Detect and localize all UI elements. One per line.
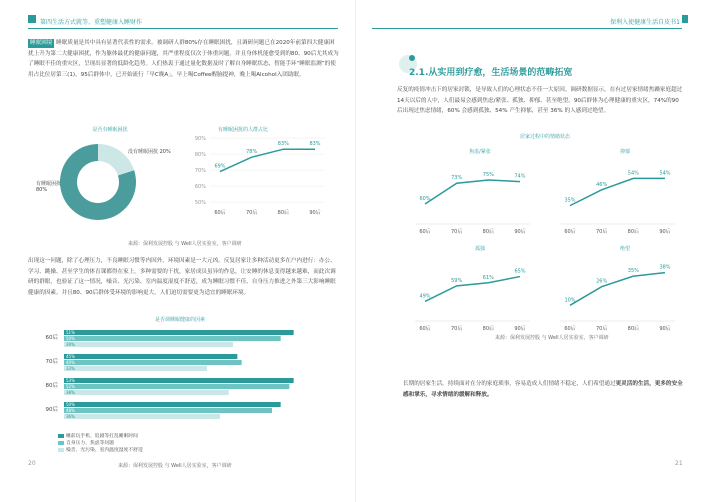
x-tick-label: 60后 bbox=[564, 326, 576, 332]
bar-source: 来源：保利发展控股 与 Well人居实验室，客户调研 bbox=[118, 463, 232, 469]
bar-value-label: 45% bbox=[66, 354, 75, 359]
y-tick-label: 70% bbox=[194, 168, 206, 174]
data-label: 10% bbox=[564, 297, 576, 304]
mini-chart-title: 焦虑/紧张 bbox=[469, 149, 491, 155]
donut-label-no: 没有睡眠困扰 20% bbox=[128, 149, 171, 155]
x-tick-label: 70后 bbox=[450, 326, 463, 332]
x-tick-label: 70后 bbox=[450, 229, 463, 235]
line-left-title: 有睡眠困扰的人群占比 bbox=[217, 127, 268, 133]
legend-item-3 bbox=[58, 446, 258, 453]
intro-text: 睡眠质量是其中具有显著代表性的需求。被调研人群80%存在睡眠困扰，且调研问题已在2020年前第四大健康困扰上升为第二大健康困扰，作为躯体最优的健康问题，其严重程度仅次于体重问题。并且身体机能愈受到的80、90后尤其成为了睡眠不佳的重灾区，呈现出显著的低龄化趋势。人们热衷于通过量化数据及时了解自身睡眠状态，智能手环“睡眠监测”的使用占比位居第三(1)，95后群体中，已开始流行「早C晚A」，早上喝Coffee醒脑提神，晚上喝Alcohol入团助眠。 bbox=[28, 40, 339, 78]
x-tick-label: 90后 bbox=[514, 326, 526, 332]
mini-line-chart bbox=[400, 253, 540, 335]
y-tick-label: 50% bbox=[194, 200, 206, 206]
legend-item-2 bbox=[58, 439, 258, 446]
bar-title: 是否调睡眠健康的因素 bbox=[154, 317, 205, 323]
y-tick-label: 80% bbox=[194, 152, 206, 158]
bar-value-label: 33% bbox=[66, 366, 75, 371]
right-closing bbox=[403, 379, 688, 400]
header-right-marker bbox=[682, 15, 688, 23]
header-right-rule bbox=[372, 28, 682, 29]
bar-value-label: 50% bbox=[66, 402, 75, 407]
series-line bbox=[425, 180, 520, 204]
series-line bbox=[425, 274, 520, 302]
data-label: 54% bbox=[627, 170, 639, 177]
page-number-right: 21 bbox=[675, 460, 683, 467]
bar-category-label: 60后 bbox=[45, 335, 58, 341]
bar-value-label: 40% bbox=[66, 360, 75, 365]
bar-category-label: 80后 bbox=[45, 383, 58, 389]
header-left-title: 第四生活方式就等、重塑健康入睡财作 bbox=[40, 19, 143, 26]
x-tick-label: 70后 bbox=[245, 210, 258, 216]
right-para1: 反复的疫情冲击下的居家封锁，是导致人们的心理状态不佳一大原因。调研数据显示，在有过居家情绪焦躁家庭超过14天以后的人中，人们最易会感到焦虑/紧张、孤独、抑郁、甚至绝望。90后群体为心理健康的重灾区，74%的90后出现过焦虑情绪，60% 会感到孤独、54% 产生抑郁，甚至 36% 的人感到过绝望。 bbox=[397, 87, 683, 114]
donut-title: 是否有睡眠困扰 bbox=[92, 127, 128, 133]
bar-value-label: 36% bbox=[66, 414, 75, 419]
closing-normal: 长期的居家生活，持续面对在分的家庭琐事，容易造成人们情绪不稳定，人们希望通过 bbox=[403, 381, 616, 387]
bar-category-label: 70后 bbox=[45, 359, 58, 365]
bar-category-label: 90后 bbox=[45, 407, 58, 413]
data-label: 65% bbox=[514, 268, 526, 275]
x-tick-label: 60后 bbox=[419, 326, 431, 332]
line-left-source: 来源：保利发展控股 与 Well人居实验室，客户调研 bbox=[128, 241, 242, 247]
x-tick-label: 80后 bbox=[482, 229, 495, 235]
intro-label: 睡眠困境 bbox=[30, 40, 53, 46]
series-line bbox=[570, 178, 665, 205]
bar bbox=[64, 330, 294, 335]
section-title: 2.1.从实用到疗愈，生活场景的范畴拓宽 bbox=[409, 68, 573, 78]
x-tick-label: 90后 bbox=[659, 229, 671, 235]
bar-value-label: 53% bbox=[66, 378, 75, 383]
data-label: 61% bbox=[482, 274, 494, 281]
data-label: 60% bbox=[419, 196, 431, 202]
bar bbox=[64, 336, 281, 341]
left-para2: 出现这一问题，除了心理压力，不良睡眠习惯等内因外，环境因素是一大元凶。反复居家让多种活动更多在户内进行：办公、学习、跳操、甚至学生的体育课都得在家上。多种需要的干扰，家居成员虽异的作息，让安睡的休息变得越来越难，而此次调研的群眼，也验证了这一情况，噪音、光污染、室内温度湿度不舒适，成为睡眠习惯不佳、自身压力推进之外第三大影响睡眠健康的因素。并且80、90后群体受环境的影响更大，人们迫切需要更为适宜的睡眠环境。 bbox=[28, 258, 336, 296]
x-tick-label: 60后 bbox=[564, 229, 576, 235]
x-tick-label: 60后 bbox=[419, 229, 431, 235]
legend-item-1 bbox=[58, 432, 258, 439]
bar bbox=[64, 402, 281, 407]
header-left bbox=[28, 15, 36, 23]
legend-label-1: 睡前玩手机、追剧等打乱睡眠时间 bbox=[66, 434, 138, 439]
data-label: 69% bbox=[214, 163, 226, 170]
bar-value-label: 38% bbox=[66, 390, 75, 395]
mini-line-chart bbox=[400, 156, 540, 238]
x-tick-label: 70后 bbox=[595, 229, 608, 235]
x-tick-label: 90后 bbox=[309, 210, 321, 216]
y-tick-label: 90% bbox=[194, 136, 206, 142]
data-label: 59% bbox=[451, 277, 463, 284]
bar bbox=[64, 384, 289, 389]
header-left-rule bbox=[28, 28, 338, 29]
mini-chart-title: 抑郁 bbox=[619, 149, 630, 155]
x-tick-label: 80后 bbox=[627, 326, 640, 332]
series-line bbox=[570, 273, 665, 306]
x-tick-label: 90后 bbox=[514, 229, 526, 235]
data-label: 35% bbox=[627, 268, 639, 275]
data-label: 35% bbox=[564, 197, 576, 204]
bar-value-label: 51% bbox=[66, 330, 75, 335]
bar bbox=[64, 366, 207, 371]
bar bbox=[64, 390, 229, 395]
x-tick-label: 80后 bbox=[277, 210, 290, 216]
bar bbox=[64, 414, 220, 419]
bar bbox=[64, 408, 272, 413]
bar bbox=[64, 354, 237, 359]
mini-title: 居家过程中的情绪状态 bbox=[519, 134, 570, 140]
legend-swatch-1 bbox=[58, 434, 64, 438]
bar-chart bbox=[28, 324, 340, 424]
bar bbox=[64, 342, 233, 347]
y-tick-label: 60% bbox=[194, 184, 206, 190]
mini-chart-title: 孤独 bbox=[474, 246, 485, 252]
bar-value-label: 50% bbox=[66, 336, 75, 341]
closing-bold: 更灵活的生活，更多的安全感和掌乐，寻求情绪的缓解和释放。 bbox=[403, 381, 683, 398]
donut-label-yes: 有睡眠困扰 80% bbox=[36, 181, 62, 193]
line-chart-left bbox=[180, 130, 340, 230]
bar bbox=[64, 378, 294, 383]
data-label: 74% bbox=[514, 173, 526, 180]
data-label: 75% bbox=[482, 172, 494, 178]
mini-source: 来源：保利发展控股 与 Well人居实验室，客户调研 bbox=[495, 335, 609, 341]
legend-swatch-2 bbox=[58, 441, 64, 445]
mini-line-chart bbox=[545, 156, 685, 238]
x-tick-label: 60后 bbox=[214, 210, 226, 216]
header-right-title: 保利入使健康生活自皮书1 bbox=[610, 19, 680, 26]
left-intro bbox=[28, 38, 340, 80]
x-tick-label: 80后 bbox=[482, 326, 495, 332]
data-label: 49% bbox=[419, 293, 431, 300]
legend-label-3: 噪音、光污染、室内温度湿度不舒适 bbox=[66, 448, 143, 453]
x-tick-label: 80后 bbox=[627, 229, 640, 235]
data-label: 38% bbox=[659, 264, 671, 271]
legend-swatch-3 bbox=[58, 448, 64, 452]
bar bbox=[64, 360, 242, 365]
legend-label-2: 自身压力、焦虑等问题 bbox=[66, 441, 114, 446]
bar-value-label: 52% bbox=[66, 384, 75, 389]
data-label: 83% bbox=[309, 141, 321, 148]
data-label: 83% bbox=[277, 141, 289, 148]
data-label: 73% bbox=[451, 175, 463, 182]
data-label: 46% bbox=[596, 181, 608, 188]
x-tick-label: 90后 bbox=[659, 326, 671, 332]
bar-legend bbox=[58, 432, 258, 453]
page-divider bbox=[355, 0, 356, 502]
series-line bbox=[220, 149, 315, 171]
data-label: 54% bbox=[659, 170, 671, 177]
bar-value-label: 39% bbox=[66, 342, 75, 347]
mini-chart-title: 绝望 bbox=[619, 246, 630, 252]
page-number-left: 20 bbox=[28, 460, 36, 467]
mini-line-chart bbox=[545, 253, 685, 335]
bar-value-label: 48% bbox=[66, 408, 75, 413]
data-label: 26% bbox=[596, 278, 608, 285]
data-label: 78% bbox=[246, 149, 258, 156]
x-tick-label: 70后 bbox=[595, 326, 608, 332]
